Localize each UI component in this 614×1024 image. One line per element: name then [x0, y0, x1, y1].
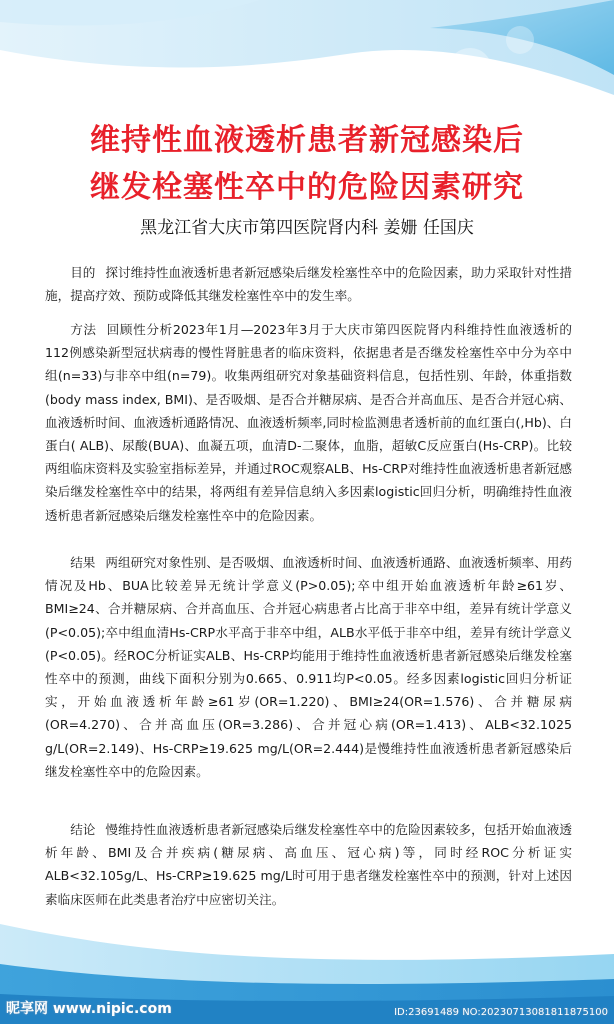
section-results	[45, 551, 572, 783]
section-body: 两组研究对象性别、是否吸烟、血液透析时间、血液透析通路、血液透析频率、用药情况及Hb、BUA比较差异无统计学意义(P>0.05);卒中组开始血液透析年龄≥61岁、BMI≥24、合并糖尿病、合并高血压、合并冠心病患者占比高于非卒中组，差异有统计学意义(P<0.05);卒中组血清Hs-CRP水平高于非卒中组，ALB水平低于非卒中组，差异有统计学意义(P<0.05)。经ROC分析证实ALB、Hs-CRP均能用于维持性血液透析患者新冠感染后继发栓塞性卒中的预测，曲线下面积分别为0.665、0.911均P<0.05。经多因素logistic回归分析证实，开始血液透析年龄≥61岁(OR=1.220)、BMI≥24(OR=1.576)、合并糖尿病(OR=4.270)、合并高血压(OR=3.286)、合并冠心病(OR=1.413)、ALB<32.1025 g/L(OR=2.149)、Hs-CRP≥19.625 mg/L(OR=2.444)是慢维持性血液透析患者新冠感染后继发栓塞性卒中的危险因素。	[45, 555, 573, 779]
section-heading: 方法	[70, 322, 97, 337]
title-line-1: 维持性血液透析患者新冠感染后	[90, 123, 524, 158]
watermark-logo: 昵享网 www.nipic.com	[6, 1001, 172, 1017]
section-methods	[45, 318, 572, 527]
section-heading: 结论	[70, 822, 96, 837]
section-objective	[45, 261, 572, 307]
title-line-2: 继发栓塞性卒中的危险因素研究	[90, 170, 524, 205]
watermark-id: ID:23691489 NO:20230713081811875100	[394, 1007, 608, 1018]
section-body: 慢维持性血液透析患者新冠感染后继发栓塞性卒中的危险因素较多，包括开始血液透析年龄、BMI及合并疾病(糖尿病、高血压、冠心病)等，同时经ROC分析证实ALB<32.105g/L、Hs-CRP≥19.625 mg/L时可用于患者继发栓塞性卒中的预测，针对上述因素临床医师在此类患者治疗中应密切关注。	[45, 822, 573, 907]
section-heading: 结果	[70, 555, 96, 570]
authors-affiliation: 黑龙江省大庆市第四医院肾内科 姜姗 任国庆	[140, 218, 474, 238]
section-body: 回顾性分析2023年1月—2023年3月于大庆市第四医院肾内科维持性血液透析的112例感染新型冠状病毒的慢性肾脏患者的临床资料，依据患者是否继发栓塞性卒中分为卒中组(n=33)与非卒中组(n=79)。收集两组研究对象基础资料信息，包括性别、年龄，体重指数(body mass index, BMI)、是否吸烟、是否合并糖尿病、是否合并高血压、是否合并冠心病、血液透析时间、血液透析通路情况、血液透析频率,同时检监测患者透析前的血红蛋白(,Hb)、白蛋白( ALB)、尿酸(BUA)、血凝五项，血清D-二聚体，血脂，超敏C反应蛋白(Hs-CRP)。比较两组临床资料及实验室指标差异，并通过ROC观察ALB、Hs-CRP对维持性血液透析患者新冠感染后继发栓塞性卒中的结果，将两组有差异信息纳入多因素logistic回归分析，明确维持性血液透析患者新冠感染后继发栓塞性卒中的危险因素。	[45, 322, 572, 523]
section-heading: 目的	[70, 265, 96, 280]
section-conclusion	[45, 818, 572, 911]
section-body: 探讨维持性血液透析患者新冠感染后继发栓塞性卒中的危险因素，助力采取针对性措施，提高疗效、预防或降低其继发栓塞性卒中的发生率。	[45, 265, 573, 304]
